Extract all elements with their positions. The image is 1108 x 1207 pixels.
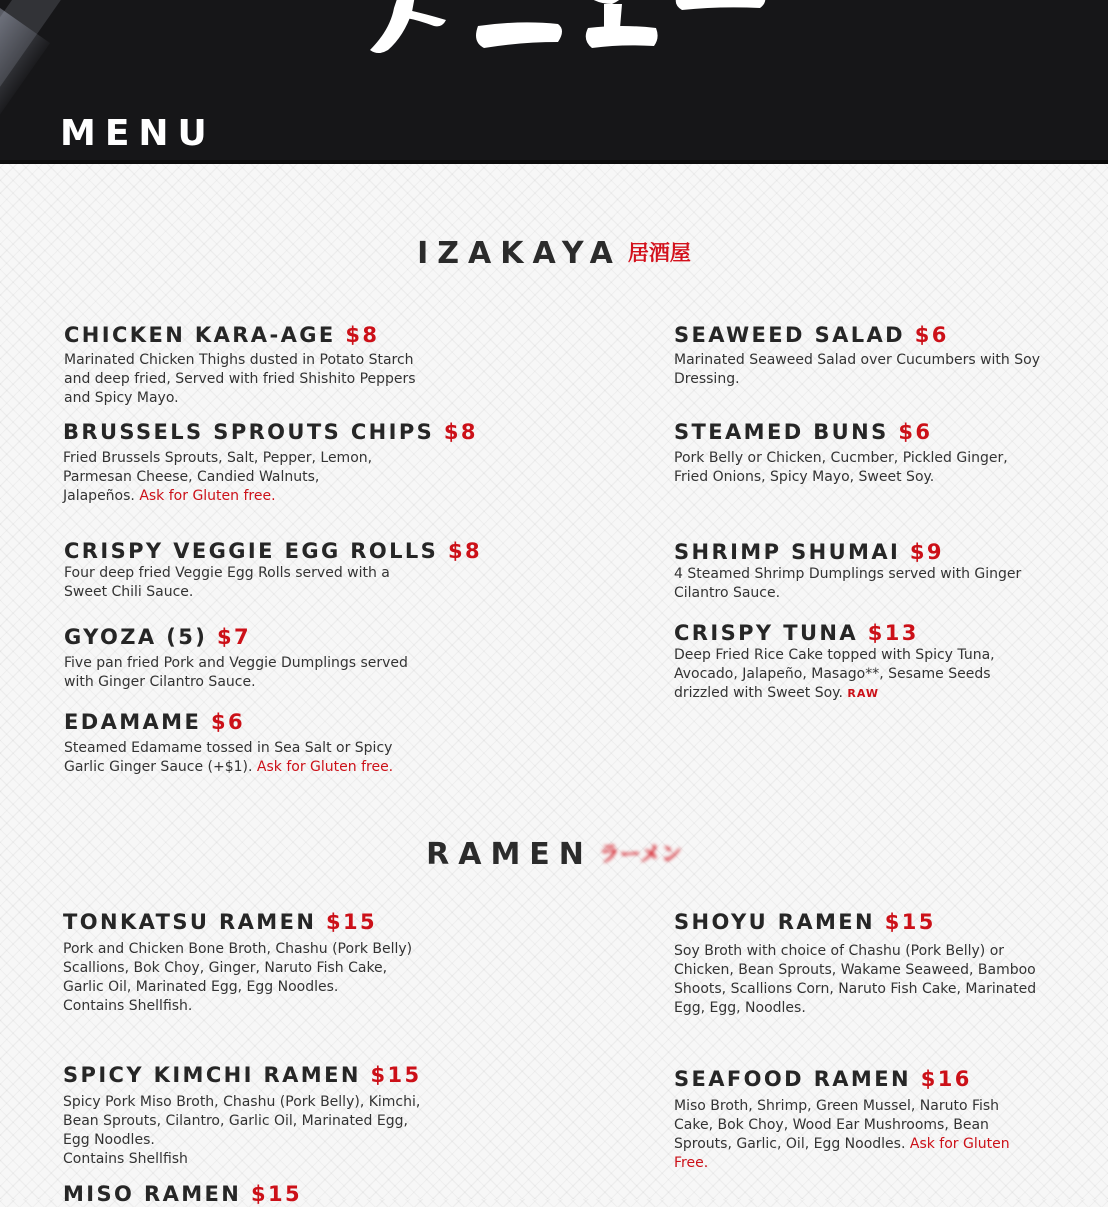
menu-item-steamed-buns — [674, 419, 1024, 487]
item-title — [63, 1181, 423, 1207]
item-price: $15 — [884, 910, 936, 934]
item-name: STEAMED BUNS — [674, 420, 889, 444]
item-price: $15 — [370, 1063, 422, 1087]
item-description — [674, 1097, 1029, 1173]
item-price: $8 — [345, 323, 380, 347]
item-name: CRISPY TUNA — [674, 621, 859, 645]
menu-item-shoyu-ramen — [674, 909, 1044, 1018]
section-title: RAMEN — [426, 837, 593, 872]
item-name: CHICKEN KARA-AGE — [64, 323, 336, 347]
item-title — [674, 419, 1024, 445]
item-description: Four deep fried Veggie Egg Rolls served with a Sweet Chili Sauce. — [64, 565, 390, 600]
item-description: Marinated Chicken Thighs dusted in Potato Starch and deep fried, Served with fried Shishito Peppers and Spicy Mayo. — [64, 352, 416, 406]
menu-title: MENU — [60, 113, 216, 154]
menu-item-brussels-sprouts-chips — [63, 419, 478, 506]
item-name: EDAMAME — [64, 710, 202, 734]
item-name: SHRIMP SHUMAI — [674, 540, 901, 564]
item-title — [674, 620, 1014, 646]
item-allergen-note: Contains Shellfish — [63, 1151, 188, 1167]
page-header — [0, 0, 1108, 164]
item-price: $15 — [326, 910, 378, 934]
item-description-text: Steamed Edamame tossed in Sea Salt or Spicy Garlic Ginger Sauce (+$1). — [64, 740, 393, 775]
item-price: $8 — [443, 420, 478, 444]
section-kanji: 居酒屋 — [627, 241, 691, 265]
item-price: $6 — [914, 323, 949, 347]
menu-item-chicken-kara-age — [64, 322, 434, 408]
gluten-free-note: Ask for Gluten Free. — [674, 1136, 1010, 1171]
item-name: BRUSSELS SPROUTS CHIPS — [63, 420, 435, 444]
item-price: $16 — [920, 1067, 972, 1091]
item-title — [64, 709, 409, 735]
item-description: Marinated Seaweed Salad over Cucumbers with Soy Dressing. — [674, 352, 1040, 387]
brush-calligraphy-logo — [360, 0, 780, 60]
item-description — [64, 739, 409, 777]
item-name: SHOYU RAMEN — [674, 910, 876, 934]
item-title — [674, 1066, 1029, 1092]
menu-item-edamame — [64, 709, 409, 777]
item-title — [64, 624, 424, 650]
item-title — [64, 322, 434, 348]
item-price: $6 — [210, 710, 245, 734]
menu-item-gyoza — [64, 624, 424, 692]
raw-badge: RAW — [847, 687, 879, 700]
item-price: $9 — [909, 540, 944, 564]
item-description: Five pan fried Pork and Veggie Dumplings served with Ginger Cilantro Sauce. — [64, 655, 408, 690]
item-name: GYOZA (5) — [64, 625, 208, 649]
item-name: CRISPY VEGGIE EGG ROLLS — [64, 539, 439, 563]
item-description: 4 Steamed Shrimp Dumplings served with Ginger Cilantro Sauce. — [674, 566, 1022, 601]
menu-item-crispy-tuna — [674, 620, 1014, 703]
menu-item-seafood-ramen — [674, 1066, 1029, 1173]
item-price: $7 — [217, 625, 252, 649]
item-description: Soy Broth with choice of Chashu (Pork Belly) or Chicken, Bean Sprouts, Wakame Seaweed, Bamboo Shoots, Scallions Corn, Naruto Fish Cake, Marinated Egg, Egg, Noodles. — [674, 943, 1037, 1016]
menu-item-seaweed-salad — [674, 322, 1044, 389]
item-price: $8 — [447, 539, 482, 563]
item-name: SPICY KIMCHI RAMEN — [63, 1063, 361, 1087]
item-title — [63, 1062, 433, 1088]
item-description: Spicy Pork Miso Broth, Chashu (Pork Belly), Kimchi, Bean Sprouts, Cilantro, Garlic Oil, Marinated Egg, Egg Noodles. — [63, 1094, 421, 1148]
item-description-text: Miso Broth, Shrimp, Green Mussel, Naruto Fish Cake, Bok Choy, Wood Ear Mushrooms, Bean Sprouts, Garlic, Oil, Egg Noodles. — [674, 1098, 1000, 1152]
item-price: $6 — [898, 420, 933, 444]
gluten-free-note: Ask for Gluten free. — [139, 488, 276, 504]
menu-item-miso-ramen — [63, 1181, 423, 1207]
item-name: SEAWEED SALAD — [674, 323, 906, 347]
section-heading-ramen — [0, 837, 1108, 872]
menu-item-crispy-veggie-egg-rolls — [64, 538, 482, 602]
item-description-text: Fried Brussels Sprouts, Salt, Pepper, Lemon, Parmesan Cheese, Candied Walnuts, Jalapeños. — [63, 450, 373, 504]
item-description — [674, 646, 1014, 703]
item-title — [674, 539, 1034, 565]
item-title — [674, 322, 1044, 348]
menu-item-shrimp-shumai — [674, 539, 1034, 603]
section-heading-izakaya — [0, 236, 1108, 271]
item-description-text: Deep Fried Rice Cake topped with Spicy Tuna, Avocado, Jalapeño, Masago**, Sesame Seeds drizzled with Sweet Soy. — [674, 647, 995, 701]
item-description — [63, 449, 393, 506]
section-title: IZAKAYA — [417, 236, 622, 271]
item-title — [64, 538, 482, 564]
item-description: Pork and Chicken Bone Broth, Chashu (Pork Belly) Scallions, Bok Choy, Ginger, Naruto Fish Cake, Garlic Oil, Marinated Egg, Egg Noodles. — [63, 941, 413, 995]
item-title — [63, 909, 423, 935]
item-name: MISO RAMEN — [63, 1182, 242, 1206]
gluten-free-note: Ask for Gluten free. — [256, 759, 394, 775]
menu-item-spicy-kimchi-ramen — [63, 1062, 433, 1169]
item-title — [63, 419, 478, 445]
item-title — [674, 909, 1044, 935]
section-kanji: ラーメン — [598, 842, 682, 866]
item-price: $13 — [867, 621, 919, 645]
item-allergen-note: Contains Shellfish. — [63, 998, 193, 1014]
item-name: TONKATSU RAMEN — [63, 910, 317, 934]
item-description: Pork Belly or Chicken, Cucmber, Pickled Ginger, Fried Onions, Spicy Mayo, Sweet Soy. — [674, 450, 1008, 485]
item-price: $15 — [250, 1182, 303, 1206]
menu-item-tonkatsu-ramen — [63, 909, 423, 1016]
item-name: SEAFOOD RAMEN — [674, 1067, 911, 1091]
